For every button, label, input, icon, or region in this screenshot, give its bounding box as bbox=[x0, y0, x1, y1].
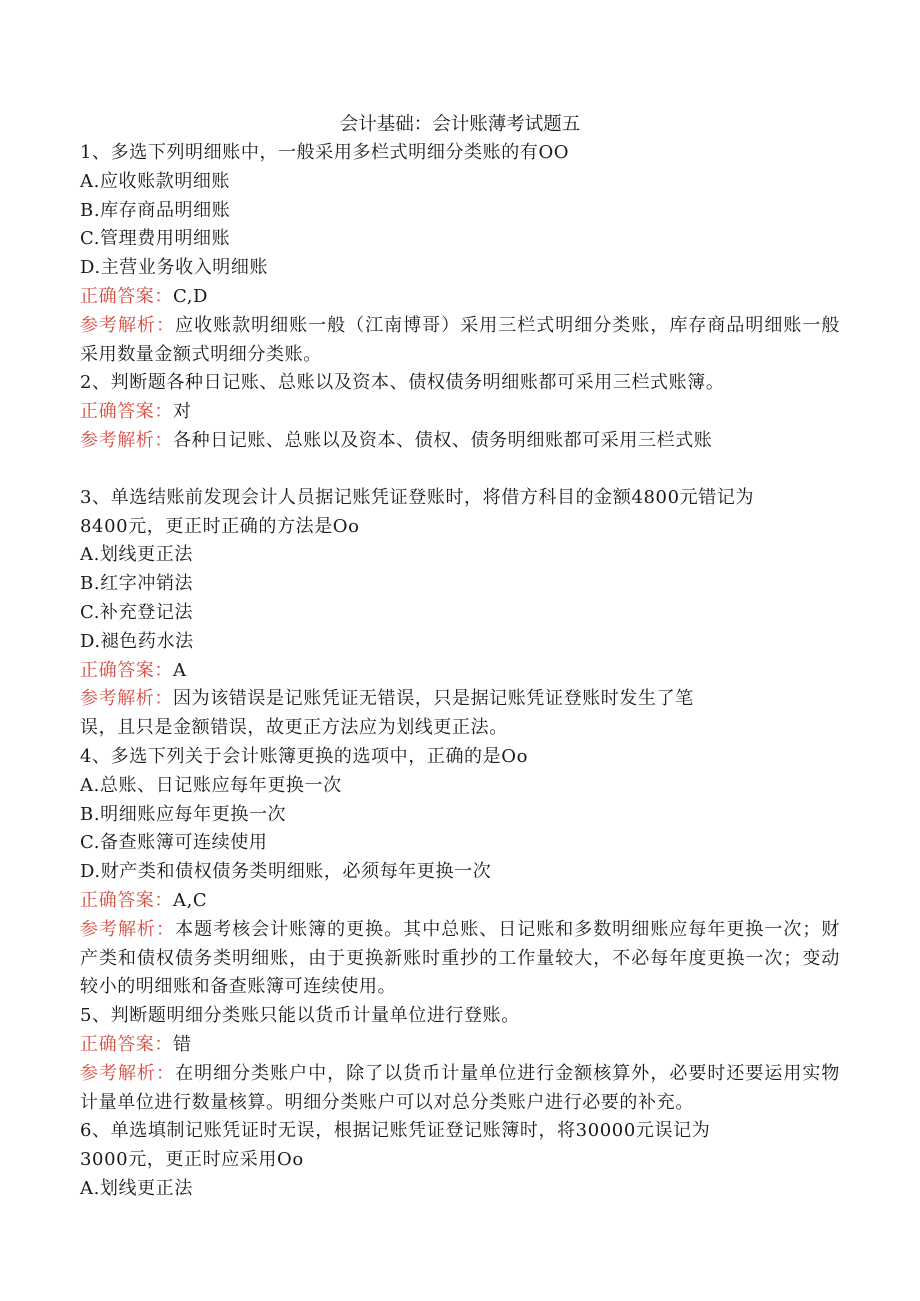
question-1-answer bbox=[80, 283, 840, 312]
question-3-option-b: B.红字冲销法 bbox=[80, 573, 194, 595]
question-6-stem-line-1: 6、单选填制记账凭证时无误，根据记账凭证登记账簿时，将30000元误记为 bbox=[80, 1120, 711, 1142]
document-title: 会计基础：会计账薄考试题五 bbox=[339, 114, 581, 135]
question-6-option-a: A.划线更正法 bbox=[80, 1177, 193, 1199]
question-5-stem: 5、判断题明细分类账只能以货币计量单位进行登账。 bbox=[80, 1005, 520, 1027]
question-3-stem-line-1: 3、单选结账前发现会计人员据记账凭证登账时，将借方科目的金额4800元错记为 bbox=[80, 486, 755, 508]
question-6-stem-line-2: 3000元，更正时应采用Oo bbox=[80, 1149, 304, 1171]
question-4-option-a: A.总账、日记账应每年更换一次 bbox=[80, 774, 342, 796]
analysis-text: 因为该错误是记账凭证无错误，只是据记账凭证登账时发生了笔 bbox=[173, 688, 694, 710]
blank-line bbox=[80, 456, 840, 484]
question-1-option-c: C.管理费用明细账 bbox=[80, 228, 231, 250]
analysis-text: 应收账款明细账一般（江南博哥）采用三栏式明细分类账，库存商品明细账一般采用数量金额式明细分类账。 bbox=[80, 314, 841, 365]
question-3-option-a: A.划线更正法 bbox=[80, 544, 193, 566]
question-3-stem-line-2: 8400元，更正时正确的方法是Oo bbox=[80, 515, 360, 537]
answer-value: A bbox=[173, 659, 187, 681]
answer-label: 正确答案： bbox=[80, 401, 173, 423]
analysis-text: 在明细分类账户中，除了以货币计量单位进行金额核算外，必要时还要运用实物计量单位进行数量核算。明细分类账户可以对总分类账户进行必要的补充。 bbox=[80, 1062, 841, 1113]
answer-label: 正确答案： bbox=[80, 285, 173, 307]
question-3-option-d: D.褪色药水法 bbox=[80, 630, 194, 652]
question-1-option-d: D.主营业务收入明细账 bbox=[80, 257, 269, 279]
analysis-label: 参考解析： bbox=[80, 918, 176, 940]
document-body bbox=[80, 139, 840, 1204]
question-3-option-c: C.补充登记法 bbox=[80, 601, 194, 623]
analysis-label: 参考解析： bbox=[80, 1062, 176, 1084]
question-4-analysis bbox=[80, 916, 840, 1002]
question-3-answer bbox=[80, 657, 840, 686]
answer-value: C,D bbox=[173, 285, 209, 307]
question-3-analysis-line-1 bbox=[80, 685, 840, 714]
answer-value: 错 bbox=[173, 1033, 192, 1055]
question-2-stem: 2、判断题各种日记账、总账以及资本、债权债务明细账都可采用三栏式账簿。 bbox=[80, 372, 725, 394]
answer-label: 正确答案： bbox=[80, 889, 173, 911]
question-3-analysis-line-2: 误，且只是金额错误，故更正方法应为划线更正法。 bbox=[80, 717, 508, 739]
analysis-text: 本题考核会计账簿的更换。其中总账、日记账和多数明细账应每年更换一次；财产类和债权债务类明细账，由于更换新账时重抄的工作量较大，不必每年度更换一次；变动较小的明细账和备查账簿可连续使用。 bbox=[80, 918, 841, 998]
question-1-analysis bbox=[80, 312, 840, 370]
analysis-text: 各种日记账、总账以及资本、债权、债务明细账都可采用三栏式账 bbox=[173, 429, 713, 451]
question-2-analysis bbox=[80, 427, 840, 456]
answer-value: 对 bbox=[173, 401, 192, 423]
question-4-stem: 4、多选下列关于会计账簿更换的选项中，正确的是Oo bbox=[80, 745, 529, 767]
analysis-label: 参考解析： bbox=[80, 429, 173, 451]
question-5-answer bbox=[80, 1031, 840, 1060]
analysis-label: 参考解析： bbox=[80, 314, 176, 336]
question-4-option-b: B.明细账应每年更换一次 bbox=[80, 803, 287, 825]
answer-value: A,C bbox=[173, 889, 208, 911]
question-4-answer bbox=[80, 887, 840, 916]
question-1-option-b: B.库存商品明细账 bbox=[80, 199, 231, 221]
question-2-answer bbox=[80, 398, 840, 427]
question-5-analysis bbox=[80, 1060, 840, 1118]
question-4-option-c: C.备查账簿可连续使用 bbox=[80, 832, 268, 854]
question-1-stem: 1、多选下列明细账中，一般采用多栏式明细分类账的有OO bbox=[80, 142, 570, 163]
analysis-label: 参考解析： bbox=[80, 688, 173, 710]
answer-label: 正确答案： bbox=[80, 1033, 173, 1055]
question-4-option-d: D.财产类和债权债务类明细账，必须每年更换一次 bbox=[80, 861, 492, 883]
question-1-option-a: A.应收账款明细账 bbox=[80, 170, 231, 192]
answer-label: 正确答案： bbox=[80, 659, 173, 681]
